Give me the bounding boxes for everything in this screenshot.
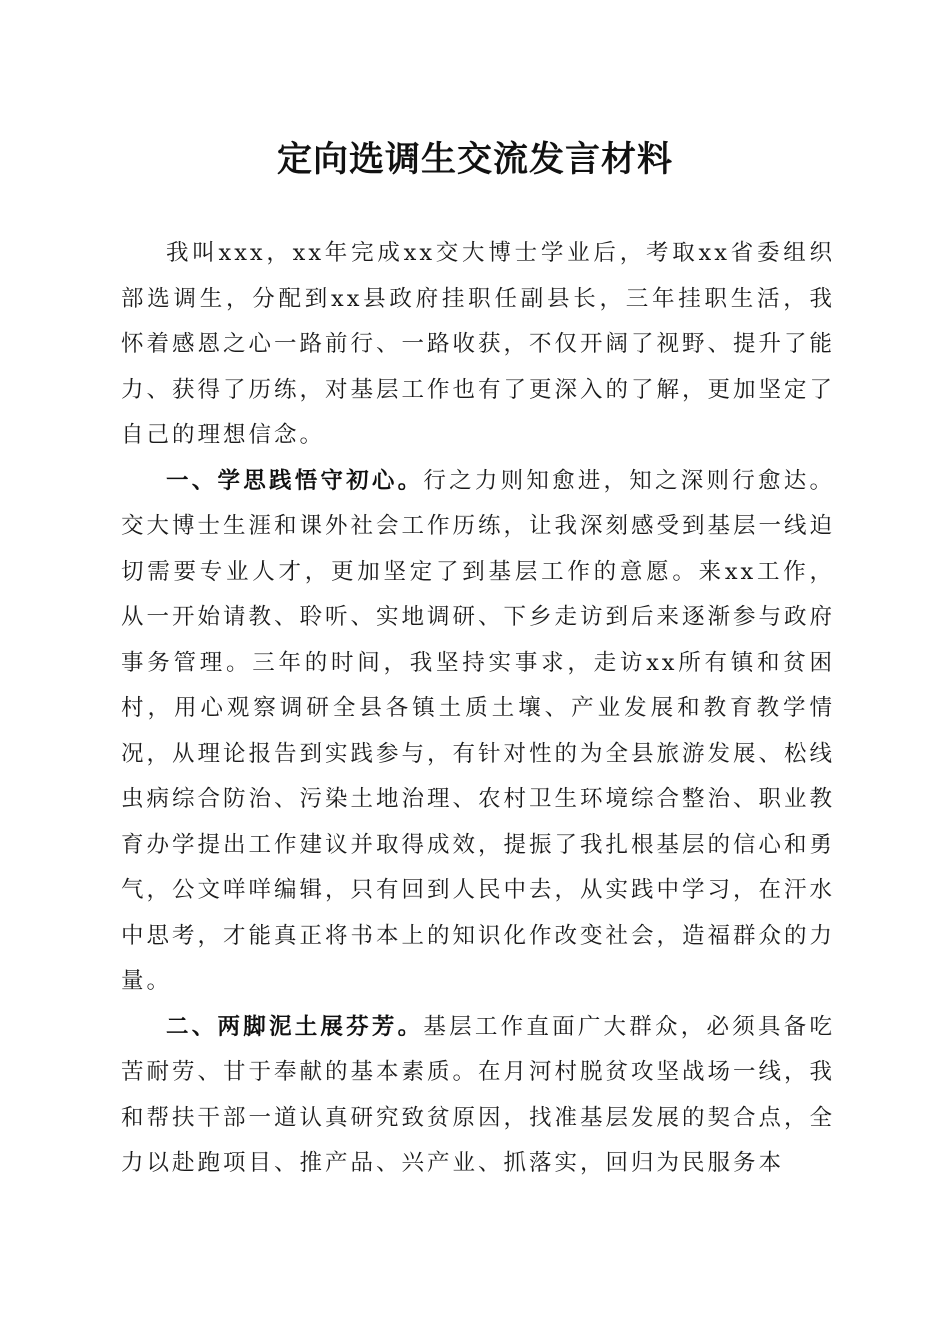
paragraph-section-2 (121, 1005, 835, 1187)
section-1-heading: 一、学思践悟守初心。 (166, 467, 424, 494)
paragraph-section-1 (121, 459, 835, 1005)
document-body (121, 231, 835, 1187)
paragraph-intro-text: 我叫xxx，xx年完成xx交大博士学业后，考取xx省委组织部选调生，分配到xx县政府挂职任副县长，三年挂职生活，我怀着感恩之心一路前行、一路收获，不仅开阔了视野、提升了能力、获得了历练，对基层工作也有了更深入的了解，更加坚定了自己的理想信念。 (121, 240, 836, 448)
paragraph-intro (121, 231, 835, 459)
section-1-text: 行之力则知愈进，知之深则行愈达。交大博士生涯和课外社会工作历练，让我深刻感受到基层一线迫切需要专业人才，更加坚定了到基层工作的意愿。来xx工作，从一开始请教、聆听、实地调研、下乡走访到后来逐渐参与政府事务管理。三年的时间，我坚持实事求，走访xx所有镇和贫困村，用心观察调研全县各镇土质土壤、产业发展和教育教学情况，从理论报告到实践参与，有针对性的为全县旅游发展、松线虫病综合防治、污染土地治理、农村卫生环境综合整治、职业教育办学提出工作建议并取得成效，提振了我扎根基层的信心和勇气，公文咩咩编辑，只有回到人民中去，从实践中学习，在汗水中思考，才能真正将书本上的知识化作改变社会，造福群众的力量。 (121, 467, 836, 994)
section-2-text: 基层工作直面广大群众，必须具备吃苦耐劳、甘于奉献的基本素质。在月河村脱贫攻坚战场一线，我和帮扶干部一道认真研究致贫原因，找准基层发展的契合点，全力以赴跑项目、推产品、兴产业、抓落实，回归为民服务本 (121, 1013, 836, 1176)
section-2-heading: 二、两脚泥土展芬芳。 (166, 1013, 424, 1040)
document-title: 定向选调生交流发言材料 (276, 139, 673, 180)
